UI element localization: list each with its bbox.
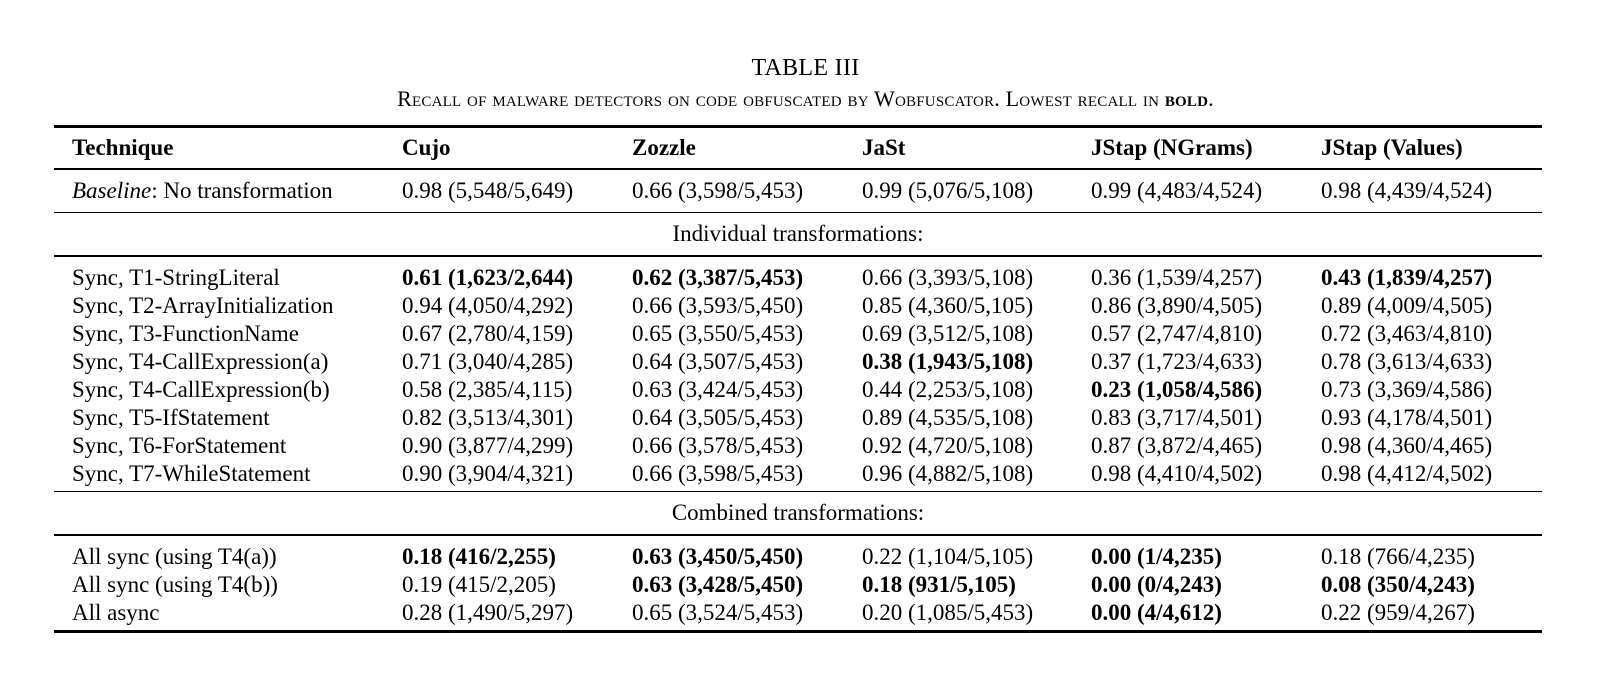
cell-jstap-values: 0.98 (4,412/4,502) xyxy=(1321,460,1493,486)
header-zozzle: Zozzle xyxy=(632,135,696,160)
row-technique: Sync, T4-CallExpression(b) xyxy=(72,376,330,402)
section-title: Combined transformations: xyxy=(671,500,925,525)
cell-zozzle: 0.63 (3,450/5,450) xyxy=(632,543,804,569)
table-caption xyxy=(0,86,1611,112)
cell-zozzle: 0.63 (3,428/5,450) xyxy=(632,571,804,597)
cell-jstap-ngrams: 0.57 (2,747/4,810) xyxy=(1091,320,1263,346)
cell-jast: 0.20 (1,085/5,453) xyxy=(862,599,1034,625)
row-technique: All sync (using T4(a)) xyxy=(72,543,277,569)
cell-jstap-ngrams: 0.00 (1/4,235) xyxy=(1091,543,1222,569)
header-technique: Technique xyxy=(72,135,174,160)
table-row xyxy=(54,292,1542,320)
table-row xyxy=(54,571,1542,599)
baseline-cell-jstap-values: 0.98 (4,439/4,524) xyxy=(1321,177,1493,203)
cell-jstap-values: 0.08 (350/4,243) xyxy=(1321,571,1475,597)
cell-jstap-ngrams: 0.87 (3,872/4,465) xyxy=(1091,432,1263,458)
cell-cujo: 0.90 (3,904/4,321) xyxy=(402,460,574,486)
baseline-italic: Baseline xyxy=(72,177,152,203)
section-title: Individual transformations: xyxy=(672,221,924,246)
cell-cujo: 0.90 (3,877/4,299) xyxy=(402,432,574,458)
cell-jstap-ngrams: 0.23 (1,058/4,586) xyxy=(1091,376,1263,402)
cell-jast: 0.18 (931/5,105) xyxy=(862,571,1016,597)
row-technique: All async xyxy=(72,599,160,625)
row-technique: Sync, T5-IfStatement xyxy=(72,404,270,430)
cell-zozzle: 0.63 (3,424/5,453) xyxy=(632,376,804,402)
cell-cujo: 0.71 (3,040/4,285) xyxy=(402,348,574,374)
table-row xyxy=(54,320,1542,348)
row-technique: Sync, T1-StringLiteral xyxy=(72,264,280,290)
cell-zozzle: 0.65 (3,550/5,453) xyxy=(632,320,804,346)
cell-jstap-ngrams: 0.36 (1,539/4,257) xyxy=(1091,264,1263,290)
header-jstap-values: JStap (Values) xyxy=(1321,135,1463,160)
cell-cujo: 0.61 (1,623/2,644) xyxy=(402,264,574,290)
table-label: TABLE III xyxy=(751,55,860,81)
row-technique: Sync, T6-ForStatement xyxy=(72,432,287,458)
row-technique: Sync, T3-FunctionName xyxy=(72,320,299,346)
table-sections xyxy=(54,212,1542,633)
table-row xyxy=(54,432,1542,460)
cell-jstap-values: 0.89 (4,009/4,505) xyxy=(1321,292,1493,318)
cell-jstap-values: 0.98 (4,360/4,465) xyxy=(1321,432,1493,458)
cell-jstap-values: 0.22 (959/4,267) xyxy=(1321,599,1475,625)
header-jstap-ngrams: JStap (NGrams) xyxy=(1091,135,1253,160)
cell-jstap-ngrams: 0.00 (4/4,612) xyxy=(1091,599,1222,625)
baseline-cell-cujo: 0.98 (5,548/5,649) xyxy=(402,177,574,203)
baseline-cell-zozzle: 0.66 (3,598/5,453) xyxy=(632,177,804,203)
cell-jast: 0.38 (1,943/5,108) xyxy=(862,348,1034,374)
caption-text: Recall of malware detectors on code obfuscated by Wobfuscator. Lowest recall in xyxy=(397,86,1165,111)
cell-jstap-values: 0.73 (3,369/4,586) xyxy=(1321,376,1493,402)
recall-table xyxy=(54,125,1542,633)
row-technique: Sync, T7-WhileStatement xyxy=(72,460,311,486)
cell-jast: 0.69 (3,512/5,108) xyxy=(862,320,1034,346)
cell-zozzle: 0.66 (3,578/5,453) xyxy=(632,432,804,458)
table-row xyxy=(54,404,1542,432)
cell-zozzle: 0.62 (3,387/5,453) xyxy=(632,264,804,290)
row-technique: Sync, T2-ArrayInitialization xyxy=(72,292,334,318)
row-technique: All sync (using T4(b)) xyxy=(72,571,278,597)
row-technique: Sync, T4-CallExpression(a) xyxy=(72,348,329,374)
cell-jast: 0.89 (4,535/5,108) xyxy=(862,404,1034,430)
table-row xyxy=(54,376,1542,404)
cell-jstap-values: 0.43 (1,839/4,257) xyxy=(1321,264,1493,290)
cell-zozzle: 0.66 (3,598/5,453) xyxy=(632,460,804,486)
cell-cujo: 0.58 (2,385/4,115) xyxy=(402,376,573,402)
baseline-row xyxy=(54,170,1542,212)
table-row xyxy=(54,264,1542,292)
cell-jstap-values: 0.72 (3,463/4,810) xyxy=(1321,320,1493,346)
cell-jstap-ngrams: 0.37 (1,723/4,633) xyxy=(1091,348,1263,374)
caption-period: . xyxy=(1208,86,1214,111)
table-row xyxy=(54,348,1542,376)
cell-cujo: 0.94 (4,050/4,292) xyxy=(402,292,574,318)
header-jast: JaSt xyxy=(862,135,906,160)
cell-cujo: 0.28 (1,490/5,297) xyxy=(402,599,574,625)
cell-jast: 0.96 (4,882/5,108) xyxy=(862,460,1034,486)
baseline-cell-jstap-ngrams: 0.99 (4,483/4,524) xyxy=(1091,177,1263,203)
cell-zozzle: 0.64 (3,507/5,453) xyxy=(632,348,804,374)
cell-jast: 0.44 (2,253/5,108) xyxy=(862,376,1034,402)
cell-jstap-ngrams: 0.00 (0/4,243) xyxy=(1091,571,1222,597)
cell-zozzle: 0.65 (3,524/5,453) xyxy=(632,599,804,625)
caption-bold-word: bold xyxy=(1164,86,1209,111)
cell-jstap-ngrams: 0.86 (3,890/4,505) xyxy=(1091,292,1263,318)
cell-jstap-ngrams: 0.98 (4,410/4,502) xyxy=(1091,460,1263,486)
header-row xyxy=(54,128,1542,168)
cell-jast: 0.92 (4,720/5,108) xyxy=(862,432,1034,458)
cell-zozzle: 0.64 (3,505/5,453) xyxy=(632,404,804,430)
cell-jast: 0.22 (1,104/5,105) xyxy=(862,543,1034,569)
cell-jstap-values: 0.18 (766/4,235) xyxy=(1321,543,1475,569)
cell-jstap-values: 0.93 (4,178/4,501) xyxy=(1321,404,1493,430)
cell-cujo: 0.18 (416/2,255) xyxy=(402,543,556,569)
baseline-technique xyxy=(72,170,333,212)
cell-jast: 0.66 (3,393/5,108) xyxy=(862,264,1034,290)
cell-cujo: 0.67 (2,780/4,159) xyxy=(402,320,574,346)
baseline-rest: : No transformation xyxy=(151,177,333,203)
cell-jstap-ngrams: 0.83 (3,717/4,501) xyxy=(1091,404,1263,430)
cell-cujo: 0.82 (3,513/4,301) xyxy=(402,404,574,430)
table-row xyxy=(54,460,1542,488)
cell-jast: 0.85 (4,360/5,105) xyxy=(862,292,1034,318)
cell-zozzle: 0.66 (3,593/5,450) xyxy=(632,292,804,318)
cell-jstap-values: 0.78 (3,613/4,633) xyxy=(1321,348,1493,374)
bottom-rule xyxy=(54,630,1542,633)
table-row xyxy=(54,543,1542,571)
header-cujo: Cujo xyxy=(402,135,451,160)
table-row xyxy=(54,599,1542,627)
baseline-cell-jast: 0.99 (5,076/5,108) xyxy=(862,177,1034,203)
cell-cujo: 0.19 (415/2,205) xyxy=(402,571,556,597)
